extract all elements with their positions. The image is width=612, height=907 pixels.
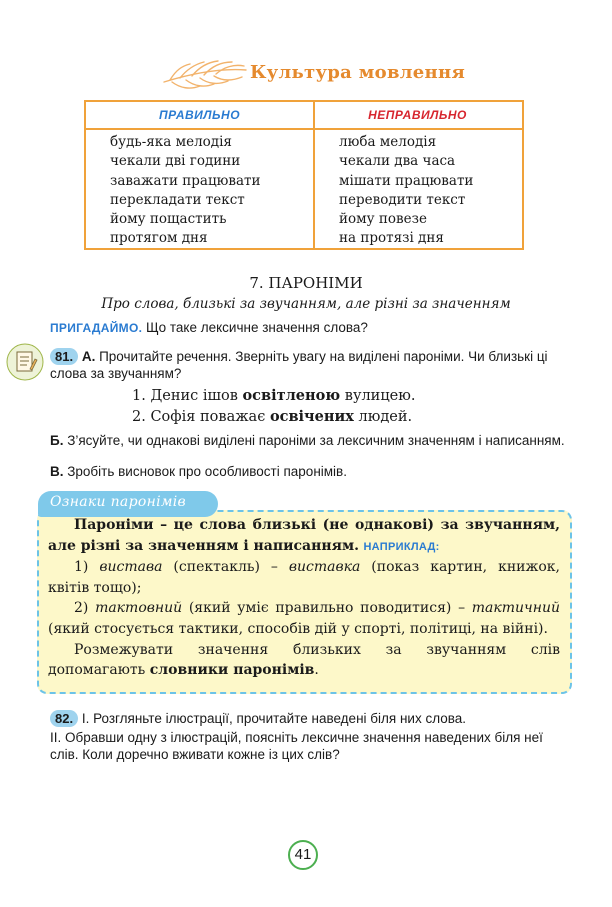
sentence-text: вулицею. [340, 388, 416, 404]
table-cell: перекладати текст [110, 191, 245, 208]
table-cell: йому повезе [339, 211, 427, 228]
table-divider [313, 102, 315, 248]
part-label: В. [50, 464, 64, 479]
example-text: (спектакль) – [162, 559, 289, 576]
table-cell: чекали дві години [110, 153, 241, 170]
example-text: (показ картин, книжок, квітів тощо); [48, 559, 561, 596]
example-number: 1) [74, 559, 100, 576]
example-number: 2) [74, 600, 96, 617]
wrong-column [339, 133, 473, 249]
exercise-number-badge: 82. [50, 710, 78, 727]
example-text: (який стосується тактики, способів дій у спорті, політиці, на війні). [48, 620, 548, 637]
notebook-icon [6, 343, 44, 381]
correct-column [110, 133, 261, 249]
table-cell: йому пощастить [110, 211, 227, 228]
part-text: Зробіть висновок про особливості паронімів. [63, 464, 347, 479]
exercise-81-part-b [50, 432, 565, 449]
conclusion-bold: словники паронімів [149, 662, 315, 679]
paronym-word: виставка [288, 559, 361, 576]
part-label: Б. [50, 433, 64, 448]
rule-definition [48, 515, 560, 557]
exercise-82-part-1 [50, 710, 562, 727]
rule-title: Ознаки паронімів [50, 494, 186, 510]
sentence-text: 2. Софія поважає [132, 409, 270, 425]
definition-text: Пароніми – це слова близькі (не однакові) за звучанням, але різні за значенням і написанням. [48, 517, 560, 554]
table-cell: будь-яка мелодія [110, 134, 232, 150]
paronym-word: тактовний [95, 600, 183, 617]
wrong-column-header: НЕПРАВИЛЬНО [368, 108, 467, 122]
rule-body [48, 515, 560, 681]
rule-example-2 [48, 598, 560, 639]
usage-table [84, 100, 524, 250]
section-subtitle: Про слова, близькі за звучанням, але різні за значенням [101, 296, 511, 312]
exercise-number-badge: 81. [50, 348, 78, 365]
table-cell: люба мелодія [339, 134, 437, 150]
part-text: З’ясуйте, чи однакові виділені пароніми за лексичним значенням і написанням. [63, 433, 565, 448]
recall-text: Що таке лексичне значення слова? [142, 320, 368, 335]
conclusion-text: . [314, 662, 319, 679]
table-cell: на протязі дня [339, 230, 444, 247]
example-label: НАПРИКЛАД [363, 540, 436, 553]
recall-prompt [50, 320, 368, 335]
paronym-word: тактичний [471, 600, 560, 617]
conclusion-text: Розмежувати значення близьких за звучанням слів допомагають [48, 641, 560, 679]
rule-conclusion [48, 640, 560, 681]
sentence-text: людей. [353, 409, 413, 425]
recall-label: ПРИГАДАЙМО. [50, 321, 143, 335]
highlighted-paronym: освічених [269, 408, 354, 425]
example-sentence-1 [132, 385, 416, 407]
culture-section-title: Культура мовлення [250, 62, 466, 83]
correct-column-header: ПРАВИЛЬНО [158, 108, 241, 122]
exercise-81-part-a [50, 348, 565, 382]
table-divider [86, 128, 522, 130]
part-label: А. [81, 349, 96, 364]
part-text: І. Розгляньте ілюстрації, прочитайте наведені біля них слова. [78, 711, 467, 726]
example-sentence-2 [132, 406, 412, 428]
sentence-text: 1. Денис ішов [132, 388, 243, 404]
highlighted-paronym: освітленою [242, 387, 341, 404]
section-title: 7. ПАРОНІМИ [249, 274, 363, 292]
example-colon: : [435, 540, 440, 553]
table-cell: заважати працювати [110, 172, 261, 189]
table-cell: протягом дня [110, 230, 208, 247]
table-cell: мішати працювати [339, 172, 474, 189]
exercise-81-part-v [50, 463, 565, 480]
part-text: Прочитайте речення. Зверніть увагу на виділені пароніми. Чи близькі ці слова за звучанням? [50, 349, 548, 381]
exercise-82-part-2: ІІ. Обравши одну з ілюстрацій, поясніть лексичне значення наведених біля неї слів. Коли доречно вживати кожне із цих слів? [50, 730, 543, 762]
table-cell: чекали два часа [339, 153, 456, 170]
rule-example-1 [48, 557, 560, 598]
example-text: (який уміє правильно поводитися) – [182, 600, 472, 617]
paronym-word: вистава [99, 559, 163, 576]
table-cell: переводити текст [339, 191, 466, 208]
page-number: 41 [288, 840, 318, 870]
